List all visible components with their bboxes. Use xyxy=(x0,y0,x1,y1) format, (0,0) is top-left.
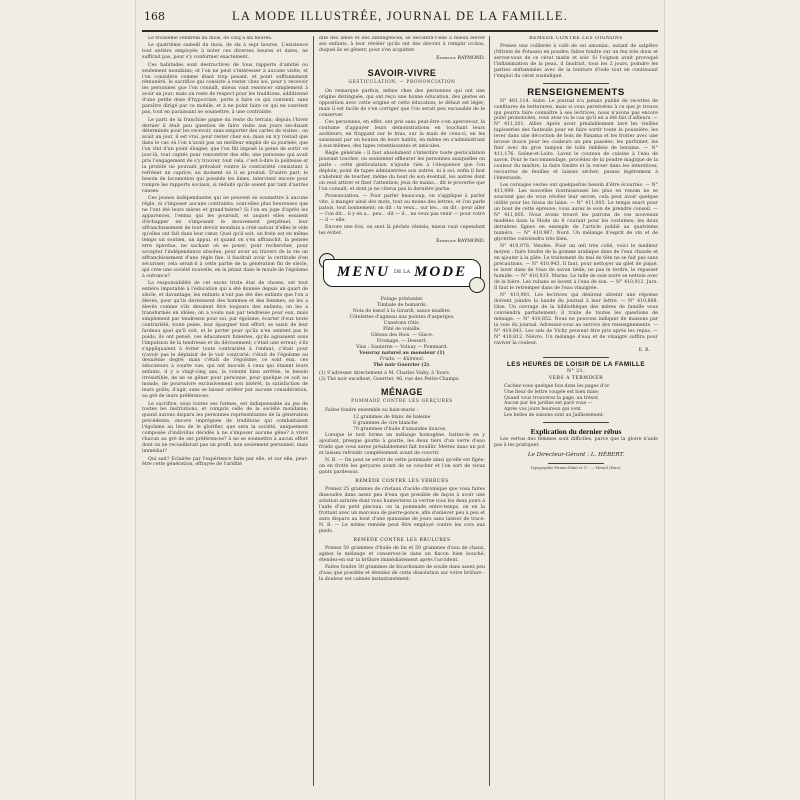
rebus-title: Explication du dernier rébus xyxy=(530,426,622,436)
menu-fruits: Fruits. — Kümmel. xyxy=(379,357,425,363)
article-paragraph: Le parti de la franchise gagne du reste du terrain; depuis l'hiver dernier il était peu question de faire visite aux jours sei-disant déterminés pour les recevoir, sans emporter des cartes de visites : on avait un jour, il est vrai, pour rester chez soi; mais on n'y restait que dans le cas où l'on n'avait pas un meilleur emploi de sa journée; que l'on vînt d'un point éloigné; que l'on fût imposé la peine de sortir ce jour-là, tout captés pour rencontrer des elle, une personne qui avait pris l'engagement de s'y trouver, tout cela, c'est-à-dire la politesse et la probité ne pouvant prévaloir contre la contrariété consistant à refréner un caprice, au moment où il se produit. D'autre part, le besoin de locomotion qui possède les âmes, intervient encore pour rompre les rapports sociaux, si réduits qu'ils soient par tant d'autres causes. xyxy=(142,117,308,194)
newspaper-sheet xyxy=(136,0,664,800)
menu-notes xyxy=(319,371,485,383)
verse-line: Cachez-vous quelque fois dans les pages d'or xyxy=(504,384,610,390)
menu-item: Potage printanier. xyxy=(380,297,424,303)
brulures-heading: REMÈDE CONTRE LES BRULURES xyxy=(353,537,451,543)
article-paragraph: Règle générale : il faut absolument s'interdire toute gesticulation pouvant toucher, ou seulement effleurer les personnes auxquelles on parle : cette gesticulation n'ajoute rien à l'éloquence que l'on déploie; point de tapes administrées aux autres, ni à soi; enfin il faut s'abstenir de toucher, même du bout de son éventail, les autres dont on veut attirer et fixer l'attention; jeux de mains... dit le proverbe que l'on connaît, et dont je ne citerai pas la dernière partie. xyxy=(319,151,485,192)
menu-word-left: MENU xyxy=(336,264,390,281)
director-signature: Le Directeur-Gérant : L. HÉBERT. xyxy=(527,451,625,458)
renseignements-title: RENSEIGNEMENTS xyxy=(527,86,625,98)
separator-rule xyxy=(543,357,609,358)
article-paragraph: Prenez 25 grammes de cristaux d'acide chromique que vous faites dissoudre dans assez peu d'eau que possible de façon à avoir une solution saturée dont vous humecterez la verrue tous les deux jours à l'aide d'un petit pinceau; on la pommade entre-temps, on en la frottant avec un morceau de pierre-ponce, afin d'enlever peu à peu et aura disparu au bout d'une quinzaine de jours sans laisser de trace. N. B. — Le même remède peut être employé contre les cors aux pieds. xyxy=(319,487,485,534)
menu-list xyxy=(319,297,485,369)
author-signature: Emmeline RAYMOND. xyxy=(436,55,485,61)
article-paragraph: dité des âmes et des intelligences, se décidera-t-elle à mieux élever ses enfants, à leur révéler qu'ils ont des devoirs à remplir ici-bas, duquel ils se gênerr, pour s'en acquitter. xyxy=(319,36,485,53)
menu-word-mid: DE LA xyxy=(393,269,411,276)
ingredient: 12 grammes de blanc de baleine xyxy=(353,415,431,421)
article-paragraph: Le sacrifice, sous toutes ses formes, est indispensable au jeu de toutes les institutions, et compris celle de la société mondaine; quand aurons disparu les personnes représentantes de la génération précédente, encore imprégnée de traditions qui combattaient l'égoïsme au lieu de le glorifier, que sera la société, uniquement composée d'individus décidés à ne s'imposer aucune gêne? à vivre chacun au gré de ses préférences? à ne se soumettre à aucun effort dont on ne recueillerait pas un profit, non seulement personnel, mais immédiat? xyxy=(142,401,308,455)
article-paragraph: Le troisième vendredi du mois, de cinq à six heures. xyxy=(148,36,273,41)
printer-line: Typographie Firmin-Didot et Cⁱᵉ. — Mesnil (Eure). xyxy=(530,465,622,470)
left-column xyxy=(142,36,308,786)
article-paragraph: Ces habitudes sont destructives de tous rapports d'amitié ou seulement mondains; et l'on ne peut s'intéresser à aucune visite, et l'on considère comme étant trop pesant, et point suffisamment rémunéré, le sacrifice qui consiste à rester chez soi, pour y recevoir les personnes que l'on connaît, mieux vaut renoncer simplement à avoir un jour; mais un reste de respect pour les traditions, additionné d'une petite dose d'hypocrisie, porte à faire ce qui convient, sans paraître dirigé par ce mobile, et à ne point faire ce qui ne convient pas, tout en paraissant se soumettre, à une contrainte. xyxy=(142,62,308,116)
verse-line: Les belles de saisons sont au Jaillissement. xyxy=(504,413,605,419)
menu-note: (1) S'adresser directement à M. Charles Vaiby, à Tours. xyxy=(319,371,451,377)
initials: E. R. xyxy=(638,348,650,354)
menu-item: Noix de bœuf à la Girardi, sauce madère. xyxy=(352,309,452,315)
article-paragraph: La responsabilité de cet excès triste état de choses, est tout entière imputable à l'éducation qui a été donnée depuis un quart de siècle, et davantage; les enfants n'ont pas été des enfants que l'on a élevés, pour qu'ils deviennent des hommes et des femmes; on les a élevés comme s'ils devaient être toujours des enfants; on les a transformés en idoles; on a voulu non par tendresse pour eux, mais simplement par tendresse pour soi, par égoïsme, écarter d'eux toute contrariété, toute peine, leur épargner tout effort, se saisir de leur fardeau quel qu'il soit, et le porter pour qu'ils n'en sentent pas le poids; ils ont pensé, ces éducateurs funestes, qu'ils agissaient sous l'impulsion de la tendresse et du dévouement; c'était une erreur; s'ils s'appliquaient à éviter toute contrariété à l'enfant, c'était pour n'avoir pas le déplaisir de le voir contrarié; c'était de l'égoïsme au deuxième degré; mais c'était de l'égoïsme; ce sont eux, ces éducateurs à courte vue, qui ont inoculé à ceux qui étaient leurs enfants, il y a vingt-cinq ans, la volonté bien arrêtée, le besoin irrésistible, de ne se gêner pour personne, pour quelque ce soit au monde, de poursuivre exclusivement son intérêt, la satisfaction de leurs goûts, d'agir, sans se laisser arrêter par aucune considération, au gré de leurs préférences. xyxy=(142,281,308,400)
savoir-vivre-subtitle: GESTICULATION. — PRONONCIATION xyxy=(348,79,456,85)
article-paragraph: Faites fondre 30 grammes de bicarbonate de soude dans assez peu d'eau que possible et étendez de cette dissolution sur votre brûlure : la douleur est calmée instantanément. xyxy=(319,565,485,582)
menu-item: Pâté de volaille. xyxy=(383,327,421,333)
column-divider xyxy=(313,36,314,786)
article-paragraph: Ces personnes, en effet, ont pris sans peut-être s'en apercevoir, la coutume d'appuyer leurs démonstrations en touchant leurs auditeurs, en frappant sur le bras, sur la main de ceux-ci, en les saisissant par un bouton de leurs habits, en même en s'administrant à eux-mêmes, des tapes retentissantes et amicales. xyxy=(319,119,485,149)
menu-ribbon xyxy=(323,259,481,287)
menage-title: MÉNAGE xyxy=(381,387,423,398)
article-paragraph: Prenez 50 grammes d'huile de lin et 50 grammes d'eau de chaux, agitez le mélange et conservez-le dans un flacon bien bouché; étendez-en sur la brûlure immédiatement après l'accident. xyxy=(319,545,485,563)
article-paragraph: Le quatrième samedi du mois, de six à sept heures. L'existence tout entière employée à noter ces diverses heures et dates, ne suffirait pas, pour s'y conformer exactement. xyxy=(142,43,308,61)
article-paragraph: Encore une fois, on sent là péchés véniels; mieux vaut cependant les éviter. xyxy=(319,225,485,237)
heures-title: LES HEURES DE LOISIR DE LA FAMILLE xyxy=(507,361,645,369)
article-paragraph: Prononciation. — Pour parler beaucoup, on s'applique à parler vite, à manger ainsi des mots, tout au moins des lettres, et l'on parle patois, tout bonnement; on dit : tu veux... sur les... on dit : pour aller — l'on dit... il y en a... peu... dit — il... ne veux pas venir — pour votre — il — elle. xyxy=(319,194,485,223)
article-paragraph: Prenez une cuillerée à café de sel amoniac, autant de salpêtre (Nitrate de Potasse) en poudre; faites fondre sur un feu très doux et servez-vous de ce cérat matin et soir. Si l'oignon avait provoqué l'inflammation de la peau, il faudrait, tous les 2 jours, poindre les parties enflammées avec de la teinture d'iode tout en continuant l'emploi du cérat susindiqué. xyxy=(494,43,658,79)
article-paragraph: Ces jeunes indépendantes qui ne peuvent se soumettre à aucune règle, ni s'imposer aucune contrainte, sont-elles plus heureuses que ne l'ont été leurs mères et grand'mères? Si l'on en juge d'après les apparences, l'ennui qui les poursuit, et auquel elles essaient d'échapper en s'imposant le mouvement perpétuel, leur affranchissement de tout devoir mondain a créé autour d'elles le vide qu'elles ont fait dans leur cœur. Quel qu'il soit, un frein est en même temps un soutien, un appui, et quand on s'en affranchit, la pensée erre éperdue, ne sachant où se poser; pour rechercher, pour accepter l'indépendance absolue, pour avoir au travers de la vie un affranchissement d'une règle fixe, il faudrait avoir la certitude d'en sécuriser; cela serait-il à cette partie de la génération fin de siècle, qui crée une société nouvelle, en la jetant dans le moule de l'égoïsme à outrance? xyxy=(142,196,308,279)
ingredient: 8 grammes de cire blanche xyxy=(353,421,418,427)
article-paragraph: N° 410,901. Les lectrices qui désirent obtenir une réponse doivent joindre la bande du journal à leur lettre. — N° 410,888. Oise. Un ouvrage de la bibliothèque des mères de famille vous conviendra parfaitement; il traite de toutes les questions de ménage. — N° 410,852. Nous ne pouvons indiquer de maisons par la voie du journal. Adressez-vous au service des renseignements. — N° 410,843. Les sels de Vichy peuvent être pris après les repas. — N° 410,812. Nièvre. Un mélange d'eau et de vinaigre suffira pour raviver la couleur. xyxy=(494,293,658,346)
verse-line: Après vos jours heureux qui vont xyxy=(504,407,581,413)
verse-line: Quand vous trouverez la page, au trésor, xyxy=(504,395,599,401)
menu-item: Gâteau des Rois. — Glace. xyxy=(370,333,434,339)
right-column xyxy=(494,36,658,786)
menage-subtitle: POMMADE CONTRE LES GERÇURES xyxy=(351,399,453,405)
menu-item: Canetons rôtis. xyxy=(383,321,421,327)
article-paragraph: On remarque parfois, même chez des personnes qui ont une origine distinguée, qui ont reçu une bonne éducation, des gestes en opposition avec cette origine et cette éducation; le défaut est léger; mais il est facile de s'en corriger que l'on serait peu excusable de le conserver. xyxy=(319,88,485,118)
ingredient: 70 grammes d'huile d'amandes douces. xyxy=(353,427,447,433)
menu-wines: Vins : Sauterne — Volnay — Pommard. xyxy=(356,345,448,351)
savoir-vivre-title: SAVOIR-VIVRE xyxy=(367,67,437,78)
article-paragraph: N° 410,978. Vendée. Pour un œil très collé, voici le meilleur moyen : faire fondre de la gomme arabique dans de l'eau chaude et en ajouter à la pâte. Le traitement du mal de tête ne se fait pas sans précautions. — N° 410,943. Il faut, pour nettoyer un gilet de piqué, le laver dans de l'eau de savon tiède; ne pas le tordre, le repasser humide. — N° 410,933. Marne. Le tulle de soie noire se nettoie avec de la bière. Les rubans se lavent à l'eau de son. — N° 410,912. Jura. Il faut le retremper dans de l'eau vinaigrée. xyxy=(494,244,658,291)
page-header xyxy=(142,8,658,32)
article-paragraph: Qui sait? Éclairée par l'expérience faite par elle, et sur elle, peut-être cette génération, effrayée de l'aridité xyxy=(142,456,308,468)
verse-line: Aucun par les jardins est paré vous — xyxy=(504,401,593,407)
rebus-text: Les vertus des femmes sont difficiles, parce que la gloire n'aide pas à les pratiquer. xyxy=(494,436,658,448)
article-paragraph: Les corsages vestes ont quelquefois besoin d'être écourtés. — N° 411,099. Les nouvelles fournisseuses les plus en renom ne se soucient pas de vous révéler leur secret; cela peut avoir quelque utilité pour les tissus de laine. — N° 411,003. Le temps exact pour un bout de cette épreuve; vous aurez le soin de prendre conseil. — N° 411,005. Nous avons trouvé les patrons de ces nouveaux modèles dans la Mode du 8 courant pour les costumes; les deux dernières lignes en exemple de l'article publié au quatrième numéro. — N° 410,987. Nord. Un mélange d'esprit de vin et de glycérine conviendra très bien. xyxy=(494,183,658,242)
separator-rule xyxy=(543,83,609,84)
recipe-intro: Faites fondre ensemble au bain-marie : xyxy=(325,408,419,414)
oignons-heading: REMÈDE CONTRE LES OIGNONS xyxy=(529,36,623,41)
heures-number: N° 21. xyxy=(566,369,586,375)
verse-block xyxy=(494,384,658,419)
menu-item: Timbale de homards. xyxy=(376,303,428,309)
article-paragraph: Lorsque le tout forme un mélange homogène, battez-le en y ajoutant, presque goutte à goutte, les deux tiers d'un verre d'eau froide que vous aurez préalablement fait bouillir. Mettez dans un pot et laissez refroidir complètement avant de couvrir. xyxy=(319,433,485,457)
menu-word-right: MODE xyxy=(414,264,468,281)
page-number: 168 xyxy=(144,10,165,23)
menu-the: Thé noir Guerrier (2). xyxy=(373,363,431,369)
article-paragraph: N° 481,114. Aube. Le journal n'a jamais publié de recettes de confitures de betteraves, mais si vous persévérez à ce que je trouve qui pourra faire connaître à ses lectrices, nous n'avons pas encore point prononcées, vous avez vu le cas qu'il en a été fait d'ailleurs. — N° 411,201. Allier. Après avoir préalablement lavé les vieilles tapisseries des fauteuils pour en faire sortir toute la poussière, les lever dans une décoction de bois de Panama et les frotter avec une brosse douce pour les couleurs un peu passées; les parfumer, les finir avec du gros tampon de toile imbibée de benzine. — N° 411,176. Saône-et-Loire. Lavez le couteau de cuisine à l'eau de savon. Pour le raccommodage, procédez de la poudre magique de la couleur du marbre, la faire fondre et la verser dans les interstices; recouvrez de feuilles et laissez sécher; passez légèrement à l'émeraude. xyxy=(494,98,658,182)
ingredient-list xyxy=(319,415,485,433)
verse-line: Une fleur de lettre coupée est bien mise; xyxy=(504,389,600,395)
heures-subtitle: VERS A TERMINER xyxy=(548,376,604,382)
menu-item: Fromage. — Dessert. xyxy=(376,339,428,345)
menu-note: (2) Thé noir excellent, Guerrier, 46, rue des Petits-Champs. xyxy=(319,377,460,383)
journal-title: LA MODE ILLUSTRÉE, JOURNAL DE LA FAMILLE. xyxy=(232,9,568,23)
middle-column xyxy=(319,36,485,786)
author-signature: Emmeline RAYMOND. xyxy=(436,239,485,245)
separator-rule xyxy=(548,463,604,464)
separator-rule xyxy=(543,422,609,423)
menu-vouvray: Vouvray naturel au monsieur (1) xyxy=(359,351,445,357)
column-divider xyxy=(489,36,490,786)
menu-item: Côtelettes d'agneau aux pointes d'asperges. xyxy=(349,315,455,321)
article-paragraph: N. B. — On peut se servir de cette pommade ainsi qu'elle est figée; on en frotte les gerçures avant de se coucher et l'on sort de vieux gants pardessus. xyxy=(319,458,485,476)
menu-banner xyxy=(319,251,485,293)
scroll-ornament-icon xyxy=(469,277,485,293)
verrues-heading: REMÈDE CONTRE LES VERRUES xyxy=(355,479,449,485)
